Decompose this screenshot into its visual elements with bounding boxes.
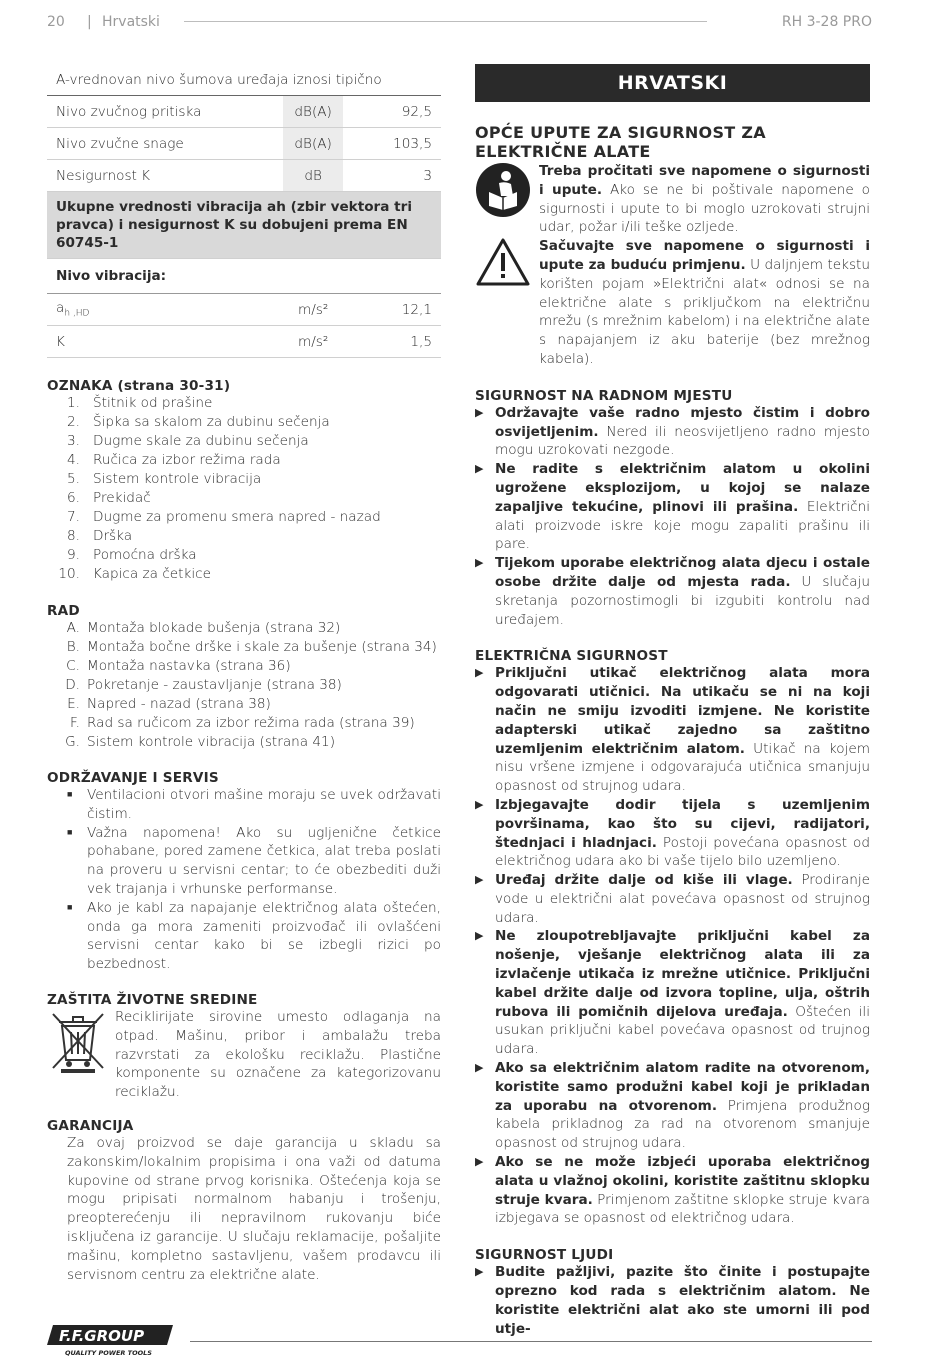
ff-group-logo [47, 1323, 175, 1357]
item-text: Napred - nazad (strana 38) [87, 696, 271, 712]
list-item [47, 489, 441, 508]
item-number: 3. [67, 433, 80, 449]
item-rest: U slučaju skretanja pozornostimogli bi izgubiti kontrolu nad uređajem. [495, 573, 870, 628]
vib-unit: m/s² [283, 326, 343, 358]
vib-value: 1,5 [343, 326, 441, 358]
arrow-bullet-icon: ▶ [475, 405, 484, 419]
item-text: Sistem kontrole vibracija [93, 471, 262, 487]
item-text: Ventilacioni otvori mašine moraju se uvek održavati čistim. [87, 787, 441, 822]
s2-heading: ELEKTRIČNA SIGURNOST [475, 648, 668, 665]
item-rest: Postoji povećana opasnost od električnog udara ako bi vaše tijelo bilo uzemljeno. [495, 834, 870, 870]
language-banner: HRVATSKI [475, 64, 870, 102]
item-text: Pokretanje - zaustavljanje (strana 38) [87, 677, 342, 693]
item-text: Dugme za promenu smera napred - nazad [93, 509, 381, 525]
list-item [475, 1153, 870, 1228]
item-text [495, 796, 870, 871]
item-text: Montaža bočne drške i skale za bušenje (strana 34) [87, 639, 437, 655]
item-text [495, 1153, 870, 1228]
item-text [495, 871, 870, 927]
list-item [47, 451, 441, 470]
noise-unit: dB(A) [283, 128, 343, 160]
list-item [475, 927, 870, 1059]
list-item [47, 638, 441, 657]
arrow-bullet-icon: ▶ [475, 556, 484, 570]
vib-subscript: h ,HD [64, 308, 90, 319]
noise-value: 103,5 [343, 128, 441, 160]
item-letter: E. [67, 696, 80, 712]
env-heading: ZAŠTITA ŽIVOTNE SREDINE [47, 991, 258, 1008]
item-text [495, 664, 870, 796]
item-text: Prekidač [93, 490, 151, 506]
item-text: Kapica za četkice [93, 566, 211, 582]
noise-label: Nesigurnost K [47, 160, 283, 192]
item-number: 9. [67, 547, 80, 563]
table-row [47, 326, 441, 358]
left-column [47, 64, 441, 1284]
item-letter: A. [66, 620, 80, 636]
item-bold: Priključni utikač električnog alata mora odgovarati utičnici. Na utikaču se ni na koji način ne smiju izvoditi izmjene. Ne koristite adapterski utikač zajedno sa zaštitno uzemljenim električnim alatom. [495, 665, 870, 757]
item-number: 8. [67, 528, 80, 544]
logo-text: F.F.GROUP [59, 1327, 145, 1345]
footer-rule [190, 1341, 872, 1342]
table-row [47, 96, 441, 128]
list-item [47, 714, 441, 733]
noise-value: 92,5 [343, 96, 441, 128]
item-text [495, 554, 870, 629]
list-item [475, 1263, 870, 1338]
weee-bin-icon [47, 1008, 115, 1102]
item-text: Montaža blokade bušenja (strana 32) [87, 620, 341, 636]
item-letter: C. [66, 658, 80, 674]
read-instructions-text [539, 162, 870, 237]
item-number: 6. [67, 490, 80, 506]
warranty-heading: GARANCIJA [47, 1117, 134, 1134]
warranty-text: Za ovaj proizvod se daje garancija u skladu sa zakonskim/lokalnim propisima i ona važi od datuma kupovine od strane prvog korisnika. Oštećenja koja se mogu pripisati normalnom habanju i trošenju, preopterećenju ili nepravilnom rukovanju biće isključena iz garancije. U slučaju reklamacije, pošaljite mašinu, kompletno sastavljenu, vašem prodavcu ili servisnom centru za električne alate. [67, 1134, 441, 1283]
rad-heading: RAD [47, 603, 80, 619]
noise-unit: dB(A) [283, 96, 343, 128]
list-item [47, 824, 441, 899]
list-item [47, 657, 441, 676]
servis-list [47, 786, 441, 974]
arrow-bullet-icon: ▶ [475, 1155, 484, 1169]
item-text: Važna napomena! Ako su ugljenične četkice pohabane, pored zamene četkica, alat treba poslati na proveru u servisni centar; to će obezbediti duži vek trajanja i vrhunske performanse. [87, 824, 441, 897]
keep-instructions-text [539, 237, 870, 369]
header-rule [184, 21, 707, 22]
arrow-bullet-icon: ▶ [475, 1265, 484, 1279]
arrow-bullet-icon: ▶ [475, 666, 484, 680]
list-item [47, 733, 441, 752]
noise-label: Nivo zvučnog pritiska [47, 96, 283, 128]
env-block [47, 1008, 441, 1102]
list-item [47, 619, 441, 638]
vib-symbol: a [56, 300, 65, 317]
item-text [495, 1263, 870, 1338]
noise-unit: dB [283, 160, 343, 192]
vib-label [47, 294, 283, 326]
header-model: RH 3-28 PRO [781, 14, 872, 30]
bullet-square-icon: ■ [67, 790, 73, 800]
list-item [475, 554, 870, 629]
keep-instructions-block [475, 237, 870, 369]
list-item [475, 796, 870, 871]
item-bold: Tijekom uporabe električnog alata djecu i ostale osobe držite dalje od mjesta rada. [495, 555, 870, 590]
item-letter: F. [70, 715, 80, 731]
list-item [475, 460, 870, 554]
keep-bold: Sačuvajte sve napomene o sigurnosti i upute za buduću primjenu. [539, 238, 870, 273]
read-rest: Ako se ne bi poštivale napomene o sigurnosti i upute to bi moglo uzrokovati strujni udar, požar i/ili teške ozljede. [539, 181, 870, 236]
noise-value: 3 [343, 160, 441, 192]
list-item [47, 508, 441, 527]
table-row [47, 128, 441, 160]
arrow-bullet-icon: ▶ [475, 462, 484, 476]
item-text: Ručica za izbor režima rada [93, 452, 281, 468]
arrow-bullet-icon: ▶ [475, 873, 484, 887]
item-number: 2. [67, 414, 80, 430]
list-item [475, 871, 870, 927]
page-header [47, 14, 872, 34]
list-item [47, 413, 441, 432]
item-number: 5. [67, 471, 80, 487]
item-bold: Uređaj držite dalje od kiše ili vlage. [495, 872, 793, 889]
item-bold: Budite pažljivi, pazite što činite i postupajte oprezno kod rada s električnim alatom. Ne koristite električni alat ako ste umorni ili pod utje- [495, 1264, 870, 1337]
item-text: Pomoćna drška [93, 547, 197, 563]
item-bold: Ako se ne može izbjeći uporaba električnog alata u vlažnoj okolini, koristite zaštitnu sklopku struje kvara. [495, 1154, 870, 1208]
list-item [475, 404, 870, 460]
warning-triangle-icon [475, 237, 539, 369]
item-rest: Primjena produžnog kabela prikladnog za rad na otvorenom smanjuje opasnost od strujnog udara. [495, 1097, 870, 1152]
bullet-square-icon: ■ [67, 902, 73, 913]
noise-table [47, 64, 441, 358]
s1-list [475, 404, 870, 630]
oznaka-heading: OZNAKA (strana 30-31) [47, 378, 231, 394]
vib-unit: m/s² [283, 294, 343, 326]
item-rest: Nered ili neosvijetljeno radno mjesto mogu uzrokovati nezgode. [495, 423, 870, 459]
item-number: 4. [67, 452, 80, 468]
item-text: Drška [93, 528, 133, 544]
right-column [475, 64, 870, 1338]
vib-value: 12,1 [343, 294, 441, 326]
item-number: 1. [67, 395, 80, 411]
item-text [495, 927, 870, 1059]
item-text: Dugme skale za dubinu sečenja [93, 433, 309, 449]
list-item [47, 432, 441, 451]
list-item [47, 546, 441, 565]
item-bold: Ne radite s električnim alatom u okolini ugrožene eksplozijom, u kojoj se nalaze zapaljive tekućine, plinovi ili prašina. [495, 461, 870, 515]
list-item [47, 676, 441, 695]
list-item [475, 664, 870, 796]
arrow-bullet-icon: ▶ [475, 1061, 484, 1075]
table-row [47, 160, 441, 192]
item-number: 10. [58, 566, 80, 582]
item-bold: Izbjegavajte dodir tijela s uzemljenim površinama, kao što su cijevi, radijatori, štednjaci i hladnjaci. [495, 796, 870, 851]
s3-list [475, 1263, 870, 1338]
item-text: Štitnik od prašine [93, 395, 213, 411]
servis-heading: ODRŽAVANJE I SERVIS [47, 770, 219, 786]
item-text: Šipka sa skalom za dubinu sečenja [93, 414, 330, 430]
read-bold: Treba pročitati sve napomene o sigurnosti i upute. [539, 163, 870, 198]
s3-heading: SIGURNOST LJUDI [475, 1247, 614, 1264]
s1-heading: SIGURNOST NA RADNOM MJESTU [475, 387, 733, 404]
vibration-label: Nivo vibracija: [47, 259, 441, 294]
header-language: Hrvatski [102, 14, 160, 30]
rad-list [47, 619, 441, 752]
env-text: Reciklirijate sirovine umesto odlaganja na otpad. Mašinu, pribor i ambalažu treba razvrstati za ekološku reciklažu. Plastične komponente su označene za kategorizovanu reciklažu. [115, 1008, 441, 1101]
list-item [47, 899, 441, 974]
item-text: Rad sa ručicom za izbor režima rada (strana 39) [87, 715, 415, 731]
item-bold: Ako sa električnim alatom radite na otvorenom, koristite samo produžni kabel koji je prikladan za uporabu na otvorenom. [495, 1060, 870, 1114]
header-separator: | [87, 14, 92, 30]
item-letter: G. [65, 734, 80, 750]
vibration-note: Ukupne vrednosti vibracija ah (zbir vektora tri pravca) i nesigurnost K su dobujeni prema EN 60745-1 [47, 192, 441, 259]
item-text: Montaža nastavka (strana 36) [87, 658, 291, 674]
noise-intro: A-vrednovan nivo šumova uređaja iznosi tipično [47, 64, 441, 96]
item-bold: Ne zloupotrebljavajte priključni kabel za nošenje, vješanje električnog alata ili za izvlačenje utikača iz mrežne utičnice. Priključni kabel držite dalje od izvora topline, ulja, oštrih rubova ili pomičnih dijelova uređaja. [495, 928, 870, 1020]
item-text: Sistem kontrole vibracija (strana 41) [87, 734, 336, 750]
vib-label: K [47, 326, 283, 358]
page-number: 20 [47, 14, 65, 30]
item-text: Ako je kabl za napajanje električnog alata oštećen, onda ga mora zameniti proizvođač ili ovlašćeni servisni centar kako bi se izbegli rizici po bezbednost. [87, 899, 441, 973]
read-manual-icon [475, 162, 539, 237]
item-letter: D. [65, 677, 80, 693]
bullet-square-icon: ■ [67, 827, 73, 838]
list-item [475, 1059, 870, 1153]
arrow-bullet-icon: ▶ [475, 929, 484, 943]
read-instructions-block [475, 162, 870, 237]
oznaka-list [47, 394, 441, 584]
keep-rest: U daljnjem tekstu korišten pojam »Električni alat« odnosi se na električne alate s priključkom na električnu mrežu (s mrežnim kabelom) i na električne alate s napajanjem iz aku baterije (bez mrežnog kabela). [539, 256, 870, 367]
item-text [495, 404, 870, 460]
table-row [47, 294, 441, 326]
list-item [47, 565, 441, 584]
arrow-bullet-icon: ▶ [475, 797, 484, 811]
list-item [47, 695, 441, 714]
list-item [47, 786, 441, 824]
main-title: OPĆE UPUTE ZA SIGURNOST ZA ELEKTRIČNE ALATE [475, 123, 766, 161]
list-item [47, 470, 441, 489]
noise-label: Nivo zvučne snage [47, 128, 283, 160]
item-letter: B. [66, 639, 80, 655]
list-item [47, 527, 441, 546]
item-rest: Električni alati proizvode iskre koje mogu zapaliti prašinu ili pare. [495, 498, 870, 553]
item-rest: Primjenom zaštitne sklopke struje kvara izbjegava se opasnost od električnog udara. [495, 1191, 870, 1227]
list-item [47, 394, 441, 413]
logo-tagline: QUALITY POWER TOOLS [65, 1349, 152, 1357]
s2-list [475, 664, 870, 1228]
item-text [495, 1059, 870, 1153]
item-rest: Oštećen ili usukan priključni kabel povećava opasnost od trujnog udara. [495, 1003, 870, 1058]
item-rest: Utikač na kojem nisu vršene izmjene i odgovarajuća utičnica smanjuju opasnost od strujnog udara. [495, 740, 870, 795]
item-text [495, 460, 870, 554]
item-number: 7. [67, 509, 80, 525]
item-rest: Prodiranje vode u električni alat povećava opasnost od strujnog udara. [495, 872, 870, 926]
item-bold: Održavajte vaše radno mjesto čistim i dobro osvijetljenim. [495, 404, 870, 440]
